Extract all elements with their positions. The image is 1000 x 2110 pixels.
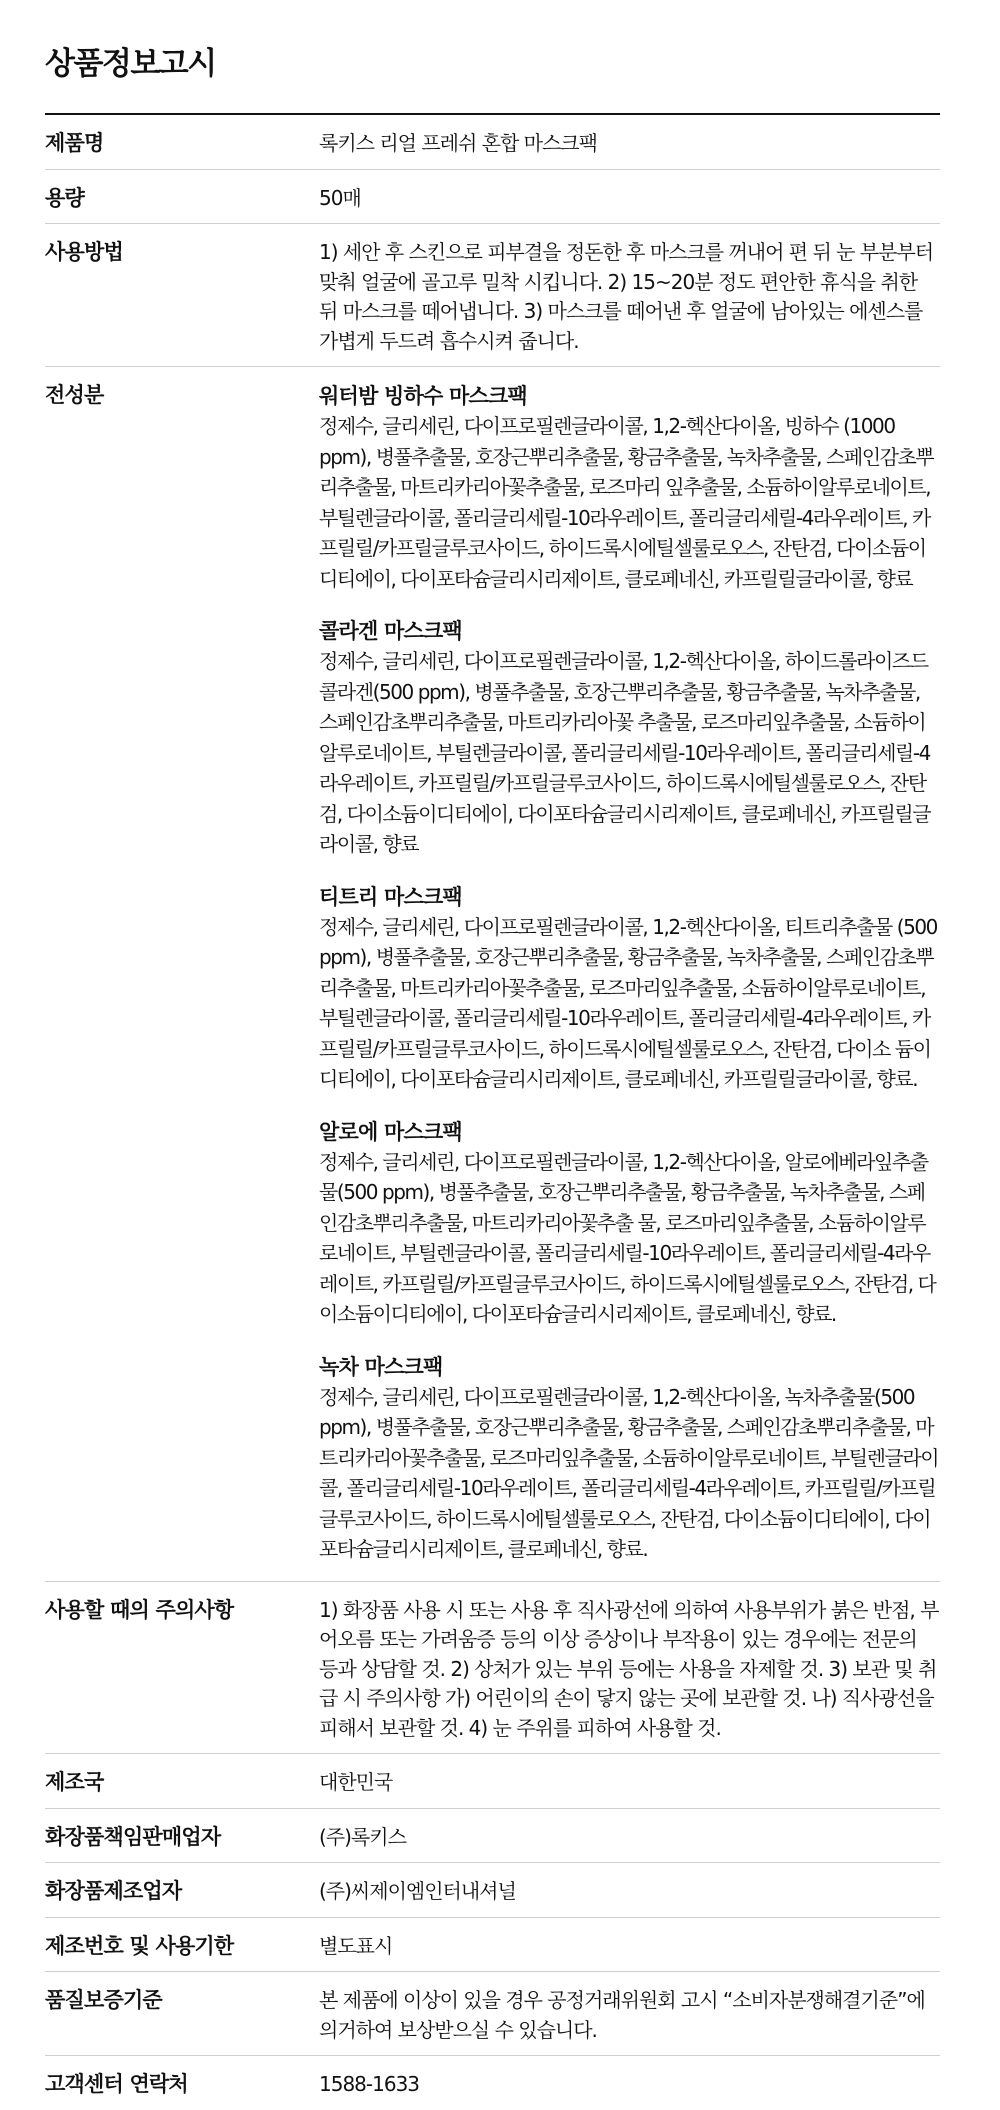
ingredients-list bbox=[319, 367, 940, 1581]
product-info-table bbox=[45, 113, 940, 2110]
row-label: 화장품책임판매업자 bbox=[45, 1824, 221, 1849]
ingredient-group-title: 티트리 마스크팩 bbox=[319, 884, 462, 909]
page-title: 상품정보고시 bbox=[45, 46, 216, 82]
row-contact bbox=[45, 2056, 940, 2110]
ingredient-group bbox=[319, 1117, 940, 1330]
row-value: 본 제품에 이상이 있을 경우 공정거래위원회 고시 “소비자분쟁해결기준”에 의거하여 보상받으실 수 있습니다. bbox=[319, 1988, 925, 2042]
row-value: 록키스 리얼 프레쉬 혼합 마스크팩 bbox=[319, 131, 597, 155]
row-manufacturer bbox=[45, 1863, 940, 1918]
row-caution bbox=[45, 1582, 940, 1755]
row-ingredients bbox=[45, 367, 940, 1582]
row-value: (주)록키스 bbox=[319, 1824, 406, 1849]
row-label: 제품명 bbox=[45, 131, 104, 155]
row-label: 제조국 bbox=[45, 1770, 104, 1794]
ingredient-group-text: 정제수, 글리세린, 다이프로필렌글라이콜, 1,2-헥산다이올, 티트리추출물 (500 ppm), 병풀추출물, 호장근뿌리추출물, 황금추출물, 녹차추출물, 스페인감초뿌리추출물, 마트리카리아꽃추출물, 로즈마리잎추출물, 소듐하이알루로네이트, 부틸렌글라이콜, 폴리글리세릴-10라우레이트, 폴리글리세릴-4라우레이트, 카프릴릴/카프릴글루코사이드, 하이드록시에틸셀룰로오스, 잔탄검, 다이소 듐이디티에이, 다이포타슘글리시리제이트, 클로페네신, 카프릴릴글라이콜, 향료. bbox=[319, 914, 937, 1091]
row-label: 화장품제조업자 bbox=[45, 1879, 182, 1903]
row-label: 제조번호 및 사용기한 bbox=[45, 1933, 234, 1958]
row-label: 사용방법 bbox=[45, 240, 123, 264]
ingredient-group bbox=[319, 882, 940, 1095]
row-value: 1) 화장품 사용 시 또는 사용 후 직사광선에 의하여 사용부위가 붉은 반점, 부어오름 또는 가려움증 등의 이상 증상이나 부작용이 있는 경우에는 전문의 등과 상담할 것. 2) 상처가 있는 부위 등에는 사용을 자제할 것. 3) 보관 및 취급 시 주의사항 가) 어린이의 손이 닿지 않는 곳에 보관할 것. 나) 직사광선을 피해서 보관할 것. 4) 눈 주위를 피하여 사용할 것. bbox=[319, 1597, 939, 1740]
ingredient-group-title: 알로에 마스크팩 bbox=[319, 1119, 462, 1144]
ingredient-group-title: 워터밤 빙하수 마스크팩 bbox=[319, 384, 527, 408]
ingredient-group-text: 정제수, 글리세린, 다이프로필렌글라이콜, 1,2-헥산다이올, 알로에베라잎추출물(500 ppm), 병풀추출물, 호장근뿌리추출물, 황금추출물, 녹차추출물, 스페인감초뿌리추출물, 마트리카리아꽃추출 물, 로즈마리잎추출물, 소듐하이알루로네이트, 부틸렌글라이콜, 폴리글리세릴-10라우레이트, 폴리글리세릴-4라우레이트, 카프릴릴/카프릴글루코사이드, 하이드록시에틸셀룰로오스, 잔탄검, 다이소듐이디티에이, 다이포타슘글리시리제이트, 클로페네신, 향료. bbox=[319, 1149, 936, 1326]
row-label: 사용할 때의 주의사항 bbox=[45, 1597, 234, 1622]
ingredient-group-text: 정제수, 글리세린, 다이프로필렌글라이콜, 1,2-헥산다이올, 빙하수 (1000 ppm), 병풀추출물, 호장근뿌리추출물, 황금추출물, 녹차추출물, 스페인감초뿌리추출물, 마트리카리아꽃추출물, 로즈마리 잎추출물, 소듐하이알루로네이트, 부틸렌글라이콜, 폴리글리세릴-10라우레이트, 폴리글리세릴-4라우레이트, 카프릴릴/카프릴글루코사이드, 하이드록시에틸셀룰로오스, 잔탄검, 다이소듐이디티에이, 다이포타슘글리시리제이트, 클로페네신, 카프릴릴글라이콜, 향료 bbox=[319, 414, 934, 591]
row-volume bbox=[45, 170, 940, 225]
row-value: 대한민국 bbox=[319, 1770, 393, 1794]
row-label: 품질보증기준 bbox=[45, 1988, 162, 2012]
row-quality bbox=[45, 1972, 940, 2056]
row-lot-expiry bbox=[45, 1918, 940, 1973]
row-label: 고객센터 연락처 bbox=[45, 2072, 188, 2096]
ingredient-group bbox=[319, 616, 940, 860]
row-value: 별도표시 bbox=[319, 1933, 393, 1958]
row-usage bbox=[45, 224, 940, 367]
row-value: (주)씨제이엠인터내셔널 bbox=[319, 1879, 516, 1903]
row-label: 전성분 bbox=[45, 383, 104, 407]
row-value: 1) 세안 후 스킨으로 피부결을 정돈한 후 마스크를 꺼내어 편 뒤 눈 부분부터 맞춰 얼굴에 골고루 밀착 시킵니다. 2) 15~20분 정도 편안한 휴식을 취한 뒤 마스크를 떼어냅니다. 3) 마스크를 떼어낸 후 얼굴에 남아있는 에센스를 가볍게 두드려 흡수시켜 줍니다. bbox=[319, 240, 934, 353]
ingredient-group bbox=[319, 1352, 940, 1565]
row-value: 1588-1633 bbox=[319, 2072, 420, 2096]
ingredient-group-text: 정제수, 글리세린, 다이프로필렌글라이콜, 1,2-헥산다이올, 녹차추출물(500 ppm), 병풀추출물, 호장근뿌리추출물, 황금추출물, 스페인감초뿌리추출물, 마트리카리아꽃추출물, 로즈마리잎추출물, 소듐하이알루로네이트, 부틸렌글라이콜, 폴리글리세릴-10라우레이트, 폴리글리세릴-4라우레이트, 카프릴릴/카프릴글루코사이드, 하이드록시에틸셀룰로오스, 잔탄검, 다이소듐이디티에이, 다이포타슘글리시리제이트, 클로페네신, 향료. bbox=[319, 1384, 939, 1561]
row-label: 용량 bbox=[45, 185, 84, 210]
ingredient-group-title: 콜라겐 마스크팩 bbox=[319, 619, 462, 643]
row-seller bbox=[45, 1809, 940, 1864]
ingredient-group-text: 정제수, 글리세린, 다이프로필렌글라이콜, 1,2-헥산다이올, 하이드롤라이즈드콜라겐(500 ppm), 병풀추출물, 호장근뿌리추출물, 황금추출물, 녹차추출물, 스페인감초뿌리추출물, 마트리카리아꽃 추출물, 로즈마리잎추출물, 소듐하이알루로네이트, 부틸렌글라이콜, 폴리글리세릴-10라우레이트, 폴리글리세릴-4라우레이트, 카프릴릴/카프릴글루코사이드, 하이드록시에틸셀룰로오스, 잔탄검, 다이소듐이디티에이, 다이포타슘글리시리제이트, 클로페네신, 카프릴릴글라이콜, 향료 bbox=[319, 649, 931, 856]
row-product-name bbox=[45, 115, 940, 170]
row-country bbox=[45, 1754, 940, 1809]
ingredient-group bbox=[319, 381, 940, 594]
row-value: 50매 bbox=[319, 185, 361, 210]
ingredient-group-title: 녹차 마스크팩 bbox=[319, 1354, 443, 1379]
